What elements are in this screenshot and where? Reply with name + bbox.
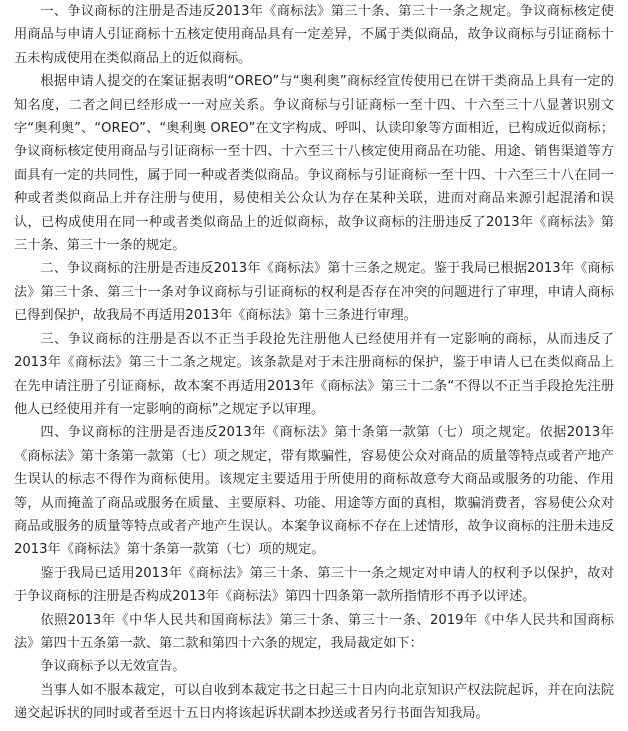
paragraph-issue-two: 二、争议商标的注册是否违反2013年《商标法》第十三条之规定。鉴于我局已根据2013年《商标法》第三十条、第三十一条对争议商标与引证商标的权利是否存在冲突的问题进行了审理，申请人商标已得到保护，故我局不再适用2013年《商标法》第十三条进行审理。: [14, 261, 614, 324]
paragraph-appeal-notice: 当事人如不服本裁定，可以自收到本裁定书之日起三十日内向北京知识产权法院起诉，并在向法院递交起诉状的同时或者至迟十五日内将该起诉状副本抄送或者另行书面告知我局。: [14, 682, 614, 722]
document-body: [14, 0, 614, 726]
paragraph-article-44: 鉴于我局已适用2013年《商标法》第三十条、第三十一条之规定对申请人的权利予以保护，故对于争议商标的注册是否构成2013年《商标法》第四十四条第一款所指情形不再予以评述。: [14, 565, 614, 605]
paragraph-legal-basis: 依照2013年《中华人民共和国商标法》第三十条、第三十一条、2019年《中华人民共和国商标法》第四十五条第一款、第二款和第四十六条的规定，我局裁定如下：: [14, 612, 614, 651]
paragraph-issue-three: 三、争议商标的注册是否以不正当手段抢先注册他人已经使用并有一定影响的商标，从而违反了2013年《商标法》第三十二条之规定。该条款是对于未注册商标的保护，鉴于申请人已在类似商品上在先申请注册了引证商标，故本案不再适用2013年《商标法》第三十二条“不得以不正当手段抢先注册他人已经使用并有一定影响的商标”之规定予以审理。: [14, 331, 614, 417]
paragraph-evidence-analysis: 根据申请人提交的在案证据表明“OREO”与“奥利奥”商标经宣传使用已在饼干类商品上具有一定的知名度，二者之间已经形成一一对应关系。争议商标与引证商标一至十四、十六至三十八显著识别文字“奥利奥”、“OREO”、“奥利奥 OREO”在文字构成、呼叫、认读印象等方面相近，已构成近似商标；争议商标核定使用商品与引证商标一至十四、十六至三十八核定使用商品在功能、用途、销售渠道等方面具有一定的共同性，属于同一种或者类似商品。争议商标与引证商标一至十四、十六至三十八在同一种或者类似商品上并存注册与使用，易使相关公众认为存在某种关联，进而对商品来源引起混淆和误认，已构成使用在同一种或者类似商品上的近似商标，故争议商标的注册违反了2013年《商标法》第三十条、第三十一条的规定。: [14, 74, 614, 254]
paragraph-issue-one: 一、争议商标的注册是否违反2013年《商标法》第三十条、第三十一条之规定。争议商标核定使用商品与申请人引证商标十五核定使用商品具有一定差异，不属于类似商品，故争议商标与引证商标十五未构成使用在类似商品上的近似商标。: [14, 4, 614, 66]
paragraph-issue-four: 四、争议商标的注册是否违反2013年《商标法》第十条第一款第（七）项之规定。依据2013年《商标法》第十条第一款第（七）项之规定，带有欺骗性，容易使公众对商品的质量等特点或者产地产生误认的标志不得作为商标使用。该规定主要适用于所使用的商标故意夸大商品或服务的功能、作用等，从而掩盖了商品或服务在质量、主要原料、功能、用途等方面的真相，欺骗消费者，容易使公众对商品或服务的质量等特点或者产地产生误认。本案争议商标不存在上述情形，故争议商标的注册未违反2013年《商标法》第十条第一款第（七）项的规定。: [14, 425, 614, 558]
paragraph-ruling: 争议商标予以无效宣告。: [40, 659, 186, 675]
